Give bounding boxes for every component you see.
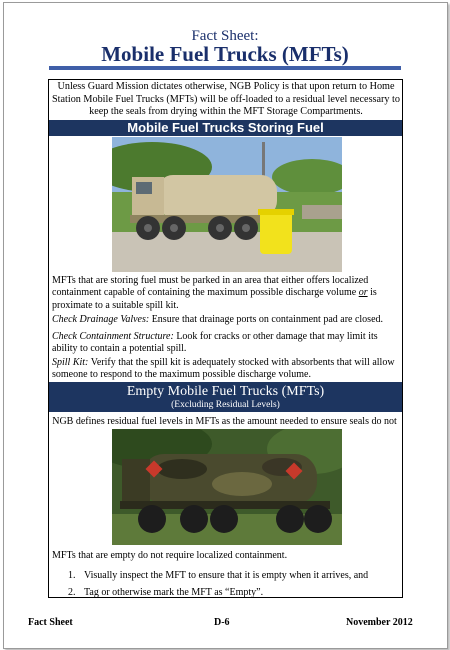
fuel-truck-storing-photo [112,137,342,272]
footer-page-number: D-6 [214,617,230,628]
check-drainage-item [52,314,397,326]
check-drainage-text: Ensure that drainage ports on containment pad are closed. [149,314,384,325]
step-2 [68,587,398,599]
section2-body: MFTs that are empty do not require localized containment. [52,550,288,561]
check-containment-label: Check Containment Structure: [52,331,174,342]
page-title: Mobile Fuel Trucks (MFTs) [101,42,349,66]
footer-left: Fact Sheet [28,617,73,628]
step-2-text: Tag or otherwise mark the MFT as “Empty”. [84,587,264,598]
section2-heading: Empty Mobile Fuel Trucks (MFTs) [126,384,325,399]
section1-body-pre: MFTs that are storing fuel must be parked in an area that either offers localized containment capable of containing the maximum possible discharge volume [52,275,369,299]
fuel-truck-empty-photo [112,429,342,545]
title-rule [49,66,401,70]
section1-body [52,275,397,312]
step-1-number: 1. [68,570,76,581]
spill-kit-item [52,357,397,382]
header-kicker: Fact Sheet: [191,28,259,44]
step-1 [68,570,398,582]
step-2-number: 2. [68,587,76,598]
spill-kit-text: Verify that the spill kit is adequately stocked with absorbents that will allow someone to respond to the maximum possible discharge volume. [52,357,395,381]
section1-body-emphasis: or [358,287,368,299]
check-drainage-label: Check Drainage Valves: [52,314,150,325]
intro-paragraph: Unless Guard Mission dictates otherwise, NGB Policy is that upon return to Home Station Mobile Fuel Trucks (MFTs) will be off-loaded to a residual level necessary to keep the seals from drying within the MFT Storage Compartments. [52,81,400,117]
section2-subheading: (Excluding Residual Levels) [171,400,280,410]
section1-body-post: is proximate to a suitable spill kit. [52,287,377,311]
step-1-text: Visually inspect the MFT to ensure that it is empty when it arrives, and [84,570,369,581]
section2-heading-block [49,382,402,412]
section2-intro: NGB defines residual fuel levels in MFTs as the amount needed to ensure seals do not [52,416,397,427]
check-containment-text: Look for cracks or other damage that may limit its ability to contain a potential spill. [52,331,378,355]
footer-date: November 2012 [346,617,413,628]
section1-heading: Mobile Fuel Trucks Storing Fuel [49,120,402,136]
check-containment-item [52,331,397,356]
spill-kit-label: Spill Kit: [52,357,89,368]
